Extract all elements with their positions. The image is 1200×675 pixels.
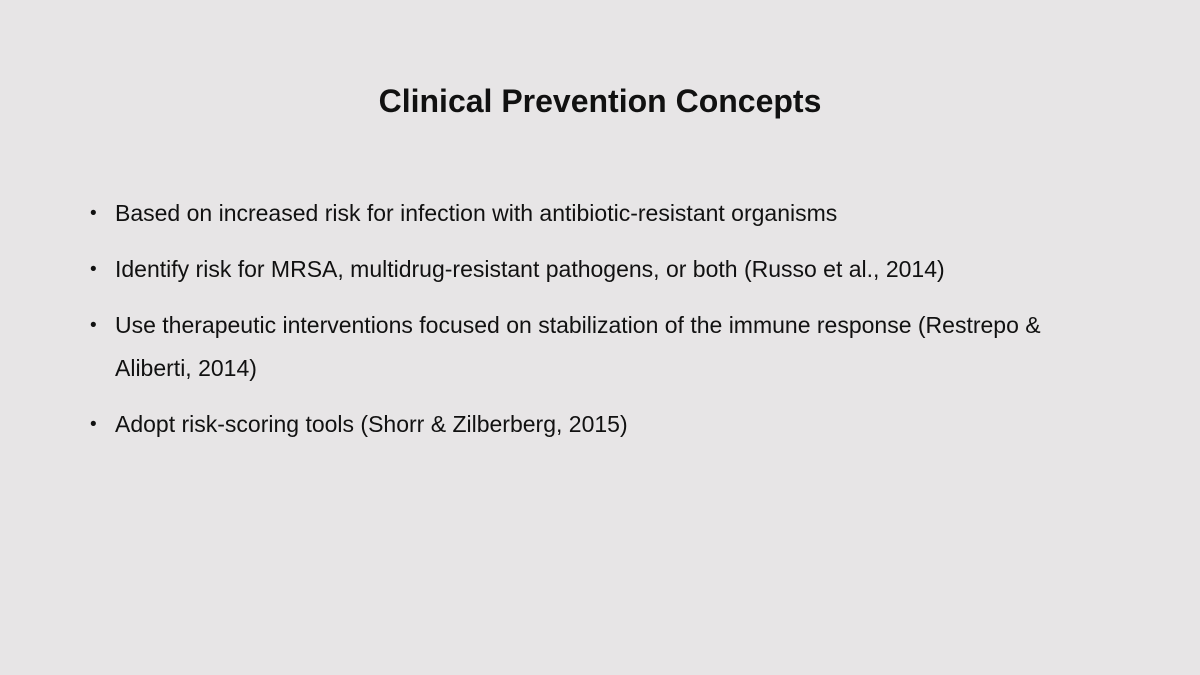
- bullet-list: [90, 192, 1120, 459]
- bullet-dot-icon: •: [90, 259, 97, 280]
- bullet-item: [90, 192, 1120, 235]
- slide-title: Clinical Prevention Concepts: [378, 83, 822, 119]
- bullet-text: Identify risk for MRSA, multidrug-resistant pathogens, or both (Russo et al., 2014): [115, 256, 945, 282]
- bullet-item: [90, 304, 1120, 390]
- bullet-text: Based on increased risk for infection with antibiotic-resistant organisms: [115, 200, 838, 226]
- bullet-item: [90, 248, 1120, 291]
- bullet-text: Use therapeutic interventions focused on stabilization of the immune response (Restrepo & Aliberti, 2014): [115, 312, 1041, 381]
- bullet-text: Adopt risk-scoring tools (Shorr & Zilberberg, 2015): [115, 411, 628, 437]
- bullet-dot-icon: •: [90, 203, 97, 224]
- bullet-dot-icon: •: [90, 414, 97, 435]
- bullet-dot-icon: •: [90, 315, 97, 336]
- bullet-item: [90, 403, 1120, 446]
